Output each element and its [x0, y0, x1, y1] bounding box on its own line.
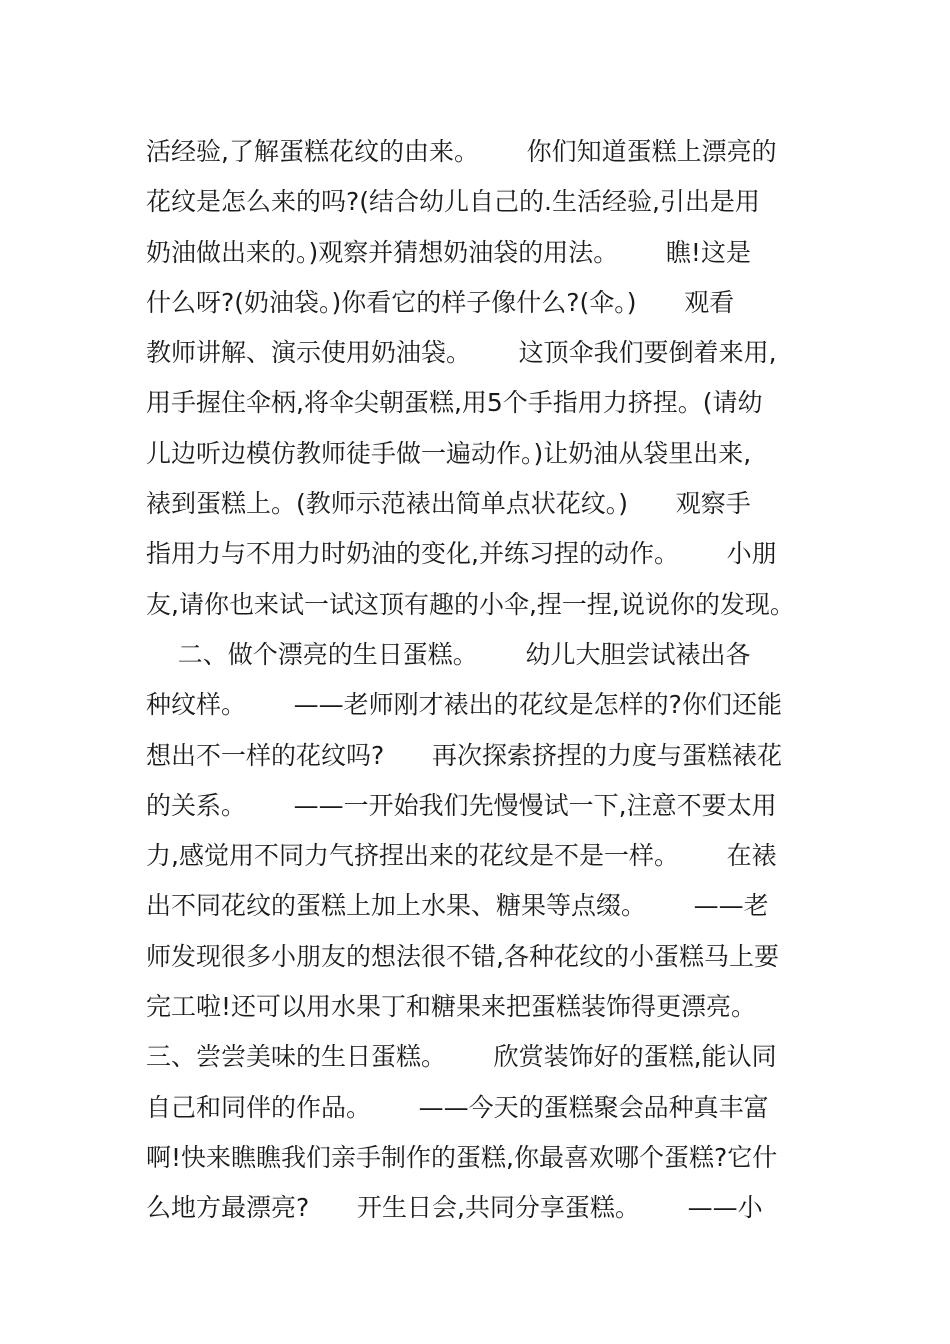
text-line: 种纹样。 ——老师刚才裱出的花纹是怎样的?你们还能: [146, 690, 782, 720]
text-line: 啊!快来瞧瞧我们亲手制作的蛋糕,你最喜欢哪个蛋糕?它什: [146, 1142, 778, 1172]
text-line: 用手握住伞柄,将伞尖朝蛋糕,用5个手指用力挤捏。(请幼: [146, 388, 763, 418]
text-line: 奶油做出来的。)观察并猜想奶油袋的用法。 瞧!这是: [146, 237, 751, 267]
text-line: 指用力与不用力时奶油的变化,并练习捏的动作。 小朋: [146, 539, 777, 569]
text-line: 儿边听边模仿教师徒手做一遍动作。)让奶油从袋里出来,: [146, 438, 752, 468]
text-line: 花纹是怎么来的吗?(结合幼儿自己的.生活经验,引出是用: [146, 187, 760, 217]
text-line: 力,感觉用不同力气挤捏出来的花纹是不是一样。 在裱: [146, 841, 777, 871]
text-line: 的关系。 ——一开始我们先慢慢试一下,注意不要太用: [146, 790, 777, 820]
text-line: 裱到蛋糕上。(教师示范裱出简单点状花纹。) 观察手: [146, 489, 751, 519]
text-line: 二、做个漂亮的生日蛋糕。 幼儿大胆尝试裱出各: [146, 639, 751, 669]
body-text: [146, 127, 816, 1234]
text-line: 想出不一样的花纹吗? 再次探索挤捏的力度与蛋糕裱花: [146, 740, 782, 770]
text-line: 什么呀?(奶油袋。)你看它的样子像什么?(伞。) 观看: [146, 287, 735, 317]
text-line: 完工啦!还可以用水果丁和糖果来把蛋糕装饰得更漂亮。: [146, 992, 757, 1022]
text-line: 三、尝尝美味的生日蛋糕。 欣赏装饰好的蛋糕,能认同: [146, 1042, 777, 1072]
text-line: 活经验,了解蛋糕花纹的由来。 你们知道蛋糕上漂亮的: [146, 137, 777, 166]
text-line: 自己和同伴的作品。 ——今天的蛋糕聚会品种真丰富: [146, 1092, 769, 1122]
text-line: 出不同花纹的蛋糕上加上水果、糖果等点缀。 ——老: [146, 891, 769, 921]
text-line: 么地方最漂亮? 开生日会,共同分享蛋糕。 ——小: [146, 1193, 763, 1223]
text-line: 教师讲解、演示使用奶油袋。 这顶伞我们要倒着来用,: [146, 338, 777, 368]
text-line: 师发现很多小朋友的想法很不错,各种花纹的小蛋糕马上要: [146, 941, 779, 971]
text-line: 友,请你也来试一试这顶有趣的小伞,捏一捏,说说你的发现。: [146, 589, 795, 619]
